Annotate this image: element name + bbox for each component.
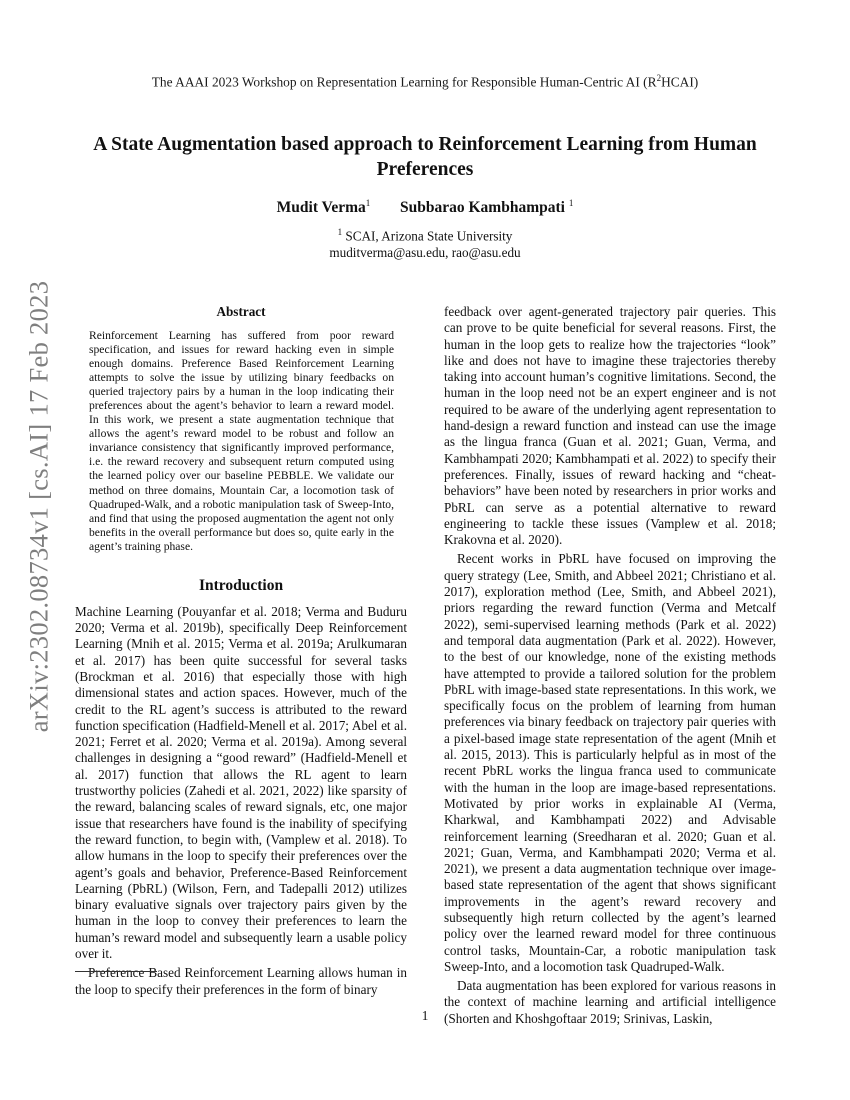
abstract-text: Reinforcement Learning has suffered from poor reward specification, and issues for reward hacking even in simple enough domains. Preference Based Reinforcement Learning attempts to solve the issue by utilizing binary feedbacks on queried trajectory pairs by a human in the loop indicating their preferences about the agent’s behavior to learn a reward model. In this work, we present a state augmentation technique that allows the agent’s reward model to be robust and follow an invariance consistency that significantly improved performance, i.e. the reward recovery and subsequent return computed using the learned policy over our baseline PEBBLE. We validate our method on three domains, Mountain Car, a locomotion task of Quadruped-Walk, and a robotic manipulation task of Sweep-Into, and find that using the proposed augmentation the agent not only benefits in the overall performance but does so, quite early in the agent’s training phase.	[89, 329, 394, 553]
body-paragraph: Recent works in PbRL have focused on improving the query strategy (Lee, Smith, and Abbeel 2021; Christiano et al. 2017), exploration method (Lee, Smith, and Abbeel 2021), priors regarding the reward function (Verma and Metcalf 2022), semi-supervised learning methods (Park et al. 2022) and temporal data augmentation (Park et al. 2022). However, to the best of our knowledge, none of the existing methods have attempted to provide a tailored solution for the problem PbRL with image-based state representations. In this work, we specifically focus on the problem of learning from human preferences via binary feedback on trajectory pair queries with a pixel-based image state representation of the agent (Mnih et al. 2015, 2013). This is particularly helpful as in most of the recent PbRL works the lingua franca used to communicate with the human in the loop are image-based representations. Motivated by prior works in explainable AI (Verma, Kharkwal, and Kambhampati 2022) and Advisable reinforcement learning (Sreedharan et al. 2020; Guan et al. 2021; Guan, Verma, and Kambhampati 2020; Verma et al. 2021), we present a data augmentation technique over image-based state representation of the agent that shows significant improvements in the agent’s reward recovery and subsequently high return collected by the agent’s learned policy over the learned reward model for three continuous control tasks, Mountain-Car, a robotic manipulation task Sweep-Into, and a locomotion task Quadruped-Walk.	[444, 551, 776, 974]
author-name: Subbarao Kambhampati	[400, 199, 565, 217]
author-list	[0, 198, 850, 217]
body-paragraph: Data augmentation has been explored for various reasons in the context of machine learning and artificial intelligence (Shorten and Khoshgoftaar 2019; Srinivas, Laskin,	[444, 978, 776, 1026]
footnote-rule	[75, 971, 157, 972]
affiliation-mark: 1	[568, 198, 574, 208]
author-emails: muditverma@asu.edu, rao@asu.edu	[329, 245, 521, 261]
left-column	[75, 304, 407, 998]
venue-header: The AAAI 2023 Workshop on Representation Learning for Responsible Human-Centric AI $(R^2HCAI)$	[151, 73, 699, 90]
affiliation-block	[0, 224, 850, 261]
affiliation-mark: 1	[365, 198, 371, 208]
abstract-heading: Abstract	[216, 304, 266, 319]
introduction-heading: Introduction	[198, 576, 284, 594]
paper-title: A State Augmentation based approach to Reinforcement Learning from Human Preferences	[93, 134, 757, 180]
affiliation: SCAI, Arizona State University	[345, 228, 513, 244]
body-paragraph: Machine Learning (Pouyanfar et al. 2018; Verma and Buduru 2020; Verma et al. 2019b), specifically Deep Reinforcement Learning (Mnih et al. 2015; Verma et al. 2019a; Arulkumaran et al. 2017) has been quite successful for several tasks (Brockman et al. 2016) that especially those with high dimensional states and action spaces. However, much of the credit to the RL agent’s success is attributed to the reward function specification (Hadfield-Menell et al. 2017; Abel et al. 2021; Ferret et al. 2020; Verma et al. 2019a). Among several challenges in designing a “good reward” (Hadfield-Menell et al. 2017) function that allows the RL agent to learn trustworthy policies (Zahedi et al. 2021, 2022) like sparsity of the reward, balancing scales of reward signals, etc, one major issue that researchers have found is the inability of specifying the reward function, to begin with, (Vamplew et al. 2018). To allow humans in the loop to specify their preferences over the agent’s goals and behavior, Preference-Based Reinforcement Learning (PbRL) (Wilson, Fern, and Tadepalli 2012) utilizes binary evaluative signals over trajectory pairs given by the human in the loop to convey their preferences to learn the human’s reward model and subsequently learn a usable policy over it.	[75, 603, 407, 961]
body-paragraph: Preference Based Reinforcement Learning allows human in the loop to specify their preferences in the form of binary	[75, 965, 407, 997]
affiliation-mark: 1	[337, 227, 343, 237]
body-paragraph: feedback over agent-generated trajectory pair queries. This can prove to be quite beneficial for several reasons. First, the human in the loop gets to realize how the trajectories “look” like and does not have to imagine these trajectories thereby taking into account human’s cognitive limitations. Second, the human in the loop need not be an expert engineer and is not required to be aware of the underlying agent representation to hand-design a reward function and instead can use the image as the lingua franca (Guan et al. 2021; Guan, Verma, and Kambhampati 2020; Kambhampati et al. 2022) to specify their preferences. Finally, issues of reward hacking and “cheat-behaviors” have been noted by researchers in prior works and PbRL can serve as a potential alternative to reward engineering to tackle these issues (Vamplew et al. 2018; Krakovna et al. 2020).	[444, 304, 776, 548]
arxiv-sidebar	[18, 280, 60, 732]
right-column	[444, 304, 776, 1027]
arxiv-id: arXiv:2302.08734v1 [cs.AI] 17 Feb 2023	[23, 280, 54, 732]
author-name: Mudit Verma	[276, 199, 366, 217]
page-number: 1	[421, 1008, 429, 1023]
